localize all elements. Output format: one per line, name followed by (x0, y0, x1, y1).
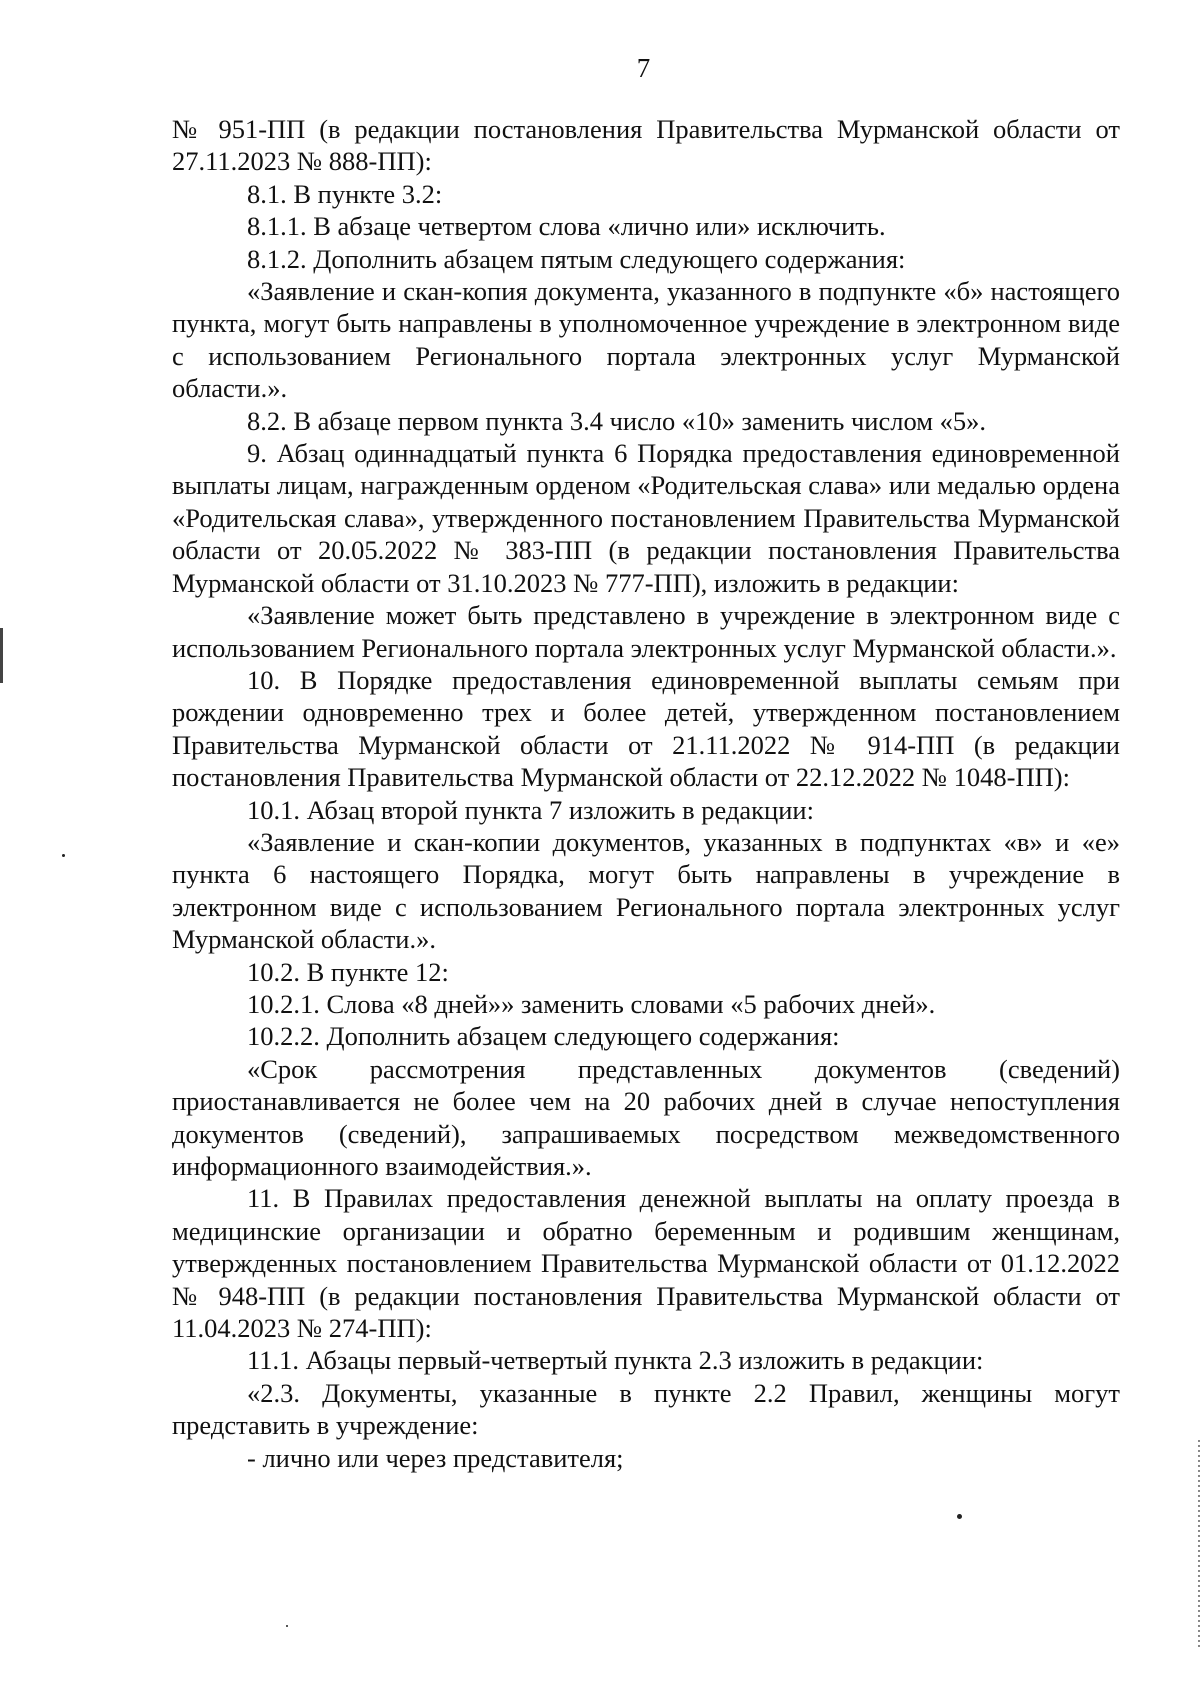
paragraph-10-2-2-quote: «Срок рассмотрения представленных документов (сведений) приостанавливается не более чем на 20 рабочих дней в случае непоступления документов (сведений), запрашиваемых посредством межведомственного информационного взаимодействия.». (172, 1053, 1120, 1181)
paragraph-10-1-quote: «Заявление и скан-копии документов, указанных в подпунктах «в» и «е» пункта 6 настоящего Порядка, могут быть направлены в учреждение в электронном виде с использованием Регионального портала электронных услуг Мурманской области.». (172, 826, 1120, 955)
paragraph-8-2: 8.2. В абзаце первом пункта 3.4 число «10» заменить числом «5». (247, 405, 986, 436)
scan-margin-line (0, 628, 3, 683)
paragraph-8-1: 8.1. В пункте 3.2: (247, 178, 443, 209)
paragraph-8-1-1: 8.1.1. В абзаце четвертом слова «лично или» исключить. (247, 211, 886, 242)
page-number: 7 (636, 53, 651, 83)
paragraph-8-1-2: 8.1.2. Дополнить абзацем пятым следующего содержания: (247, 243, 906, 274)
paragraph-continuation: № 951-ПП (в редакции постановления Правительства Мурманской области от 27.11.2023 № 888-ПП): (172, 114, 1120, 177)
paragraph-10: 10. В Порядке предоставления единовременной выплаты семьям при рождении одновременно трех и более детей, утвержденном постановлением Правительства Мурманской области от 21.11.2022 № 914-ПП (в редакции постановления Правительства Мурманской области от 22.12.2022 № 1048-ПП): (172, 664, 1120, 793)
paragraph-9-quote: «Заявление может быть представлено в учреждение в электронном виде с использованием Регионального портала электронных услуг Мурманской области.». (172, 600, 1120, 663)
scan-speck (62, 854, 65, 857)
paragraph-11-1: 11.1. Абзацы первый-четвертый пункта 2.3 изложить в редакции: (247, 1345, 984, 1376)
paragraph-9: 9. Абзац одиннадцатый пункта 6 Порядка предоставления единовременной выплаты лицам, награжденным орденом «Родительская слава» или медалью ордена «Родительская слава», утвержденного постановлением Правительства Мурманской области от 20.05.2022 № 383-ПП (в редакции постановления Правительства Мурманской области от 31.10.2023 № 777-ПП), изложить в редакции: (172, 438, 1120, 598)
paragraph-11-1-item: - лично или через представителя; (247, 1442, 624, 1473)
paragraph-8-1-2-quote: «Заявление и скан-копия документа, указанного в подпункте «б» настоящего пункта, могут быть направлены в уполномоченное учреждение в электронном виде с использованием Регионального портала электронных услуг Мурманской области.». (172, 276, 1120, 404)
document-body (172, 113, 1120, 1474)
scan-speck (957, 1514, 962, 1519)
paragraph-11: 11. В Правилах предоставления денежной выплаты на оплату проезда в медицинские организации и обратно беременным и родившим женщинам, утвержденных постановлением Правительства Мурманской области от 01.12.2022 № 948-ПП (в редакции постановления Правительства Мурманской области от 11.04.2023 № 274-ПП): (172, 1183, 1120, 1344)
paragraph-10-2: 10.2. В пункте 12: (247, 956, 449, 987)
paragraph-11-1-quote: «2.3. Документы, указанные в пункте 2.2 Правил, женщины могут представить в учреждение: (172, 1377, 1120, 1441)
paragraph-10-2-1: 10.2.1. Слова «8 дней»» заменить словами «5 рабочих дней». (247, 988, 936, 1019)
scan-speck (286, 1625, 288, 1627)
paragraph-10-1: 10.1. Абзац второй пункта 7 изложить в редакции: (247, 794, 814, 825)
paragraph-10-2-2: 10.2.2. Дополнить абзацем следующего содержания: (247, 1021, 840, 1052)
